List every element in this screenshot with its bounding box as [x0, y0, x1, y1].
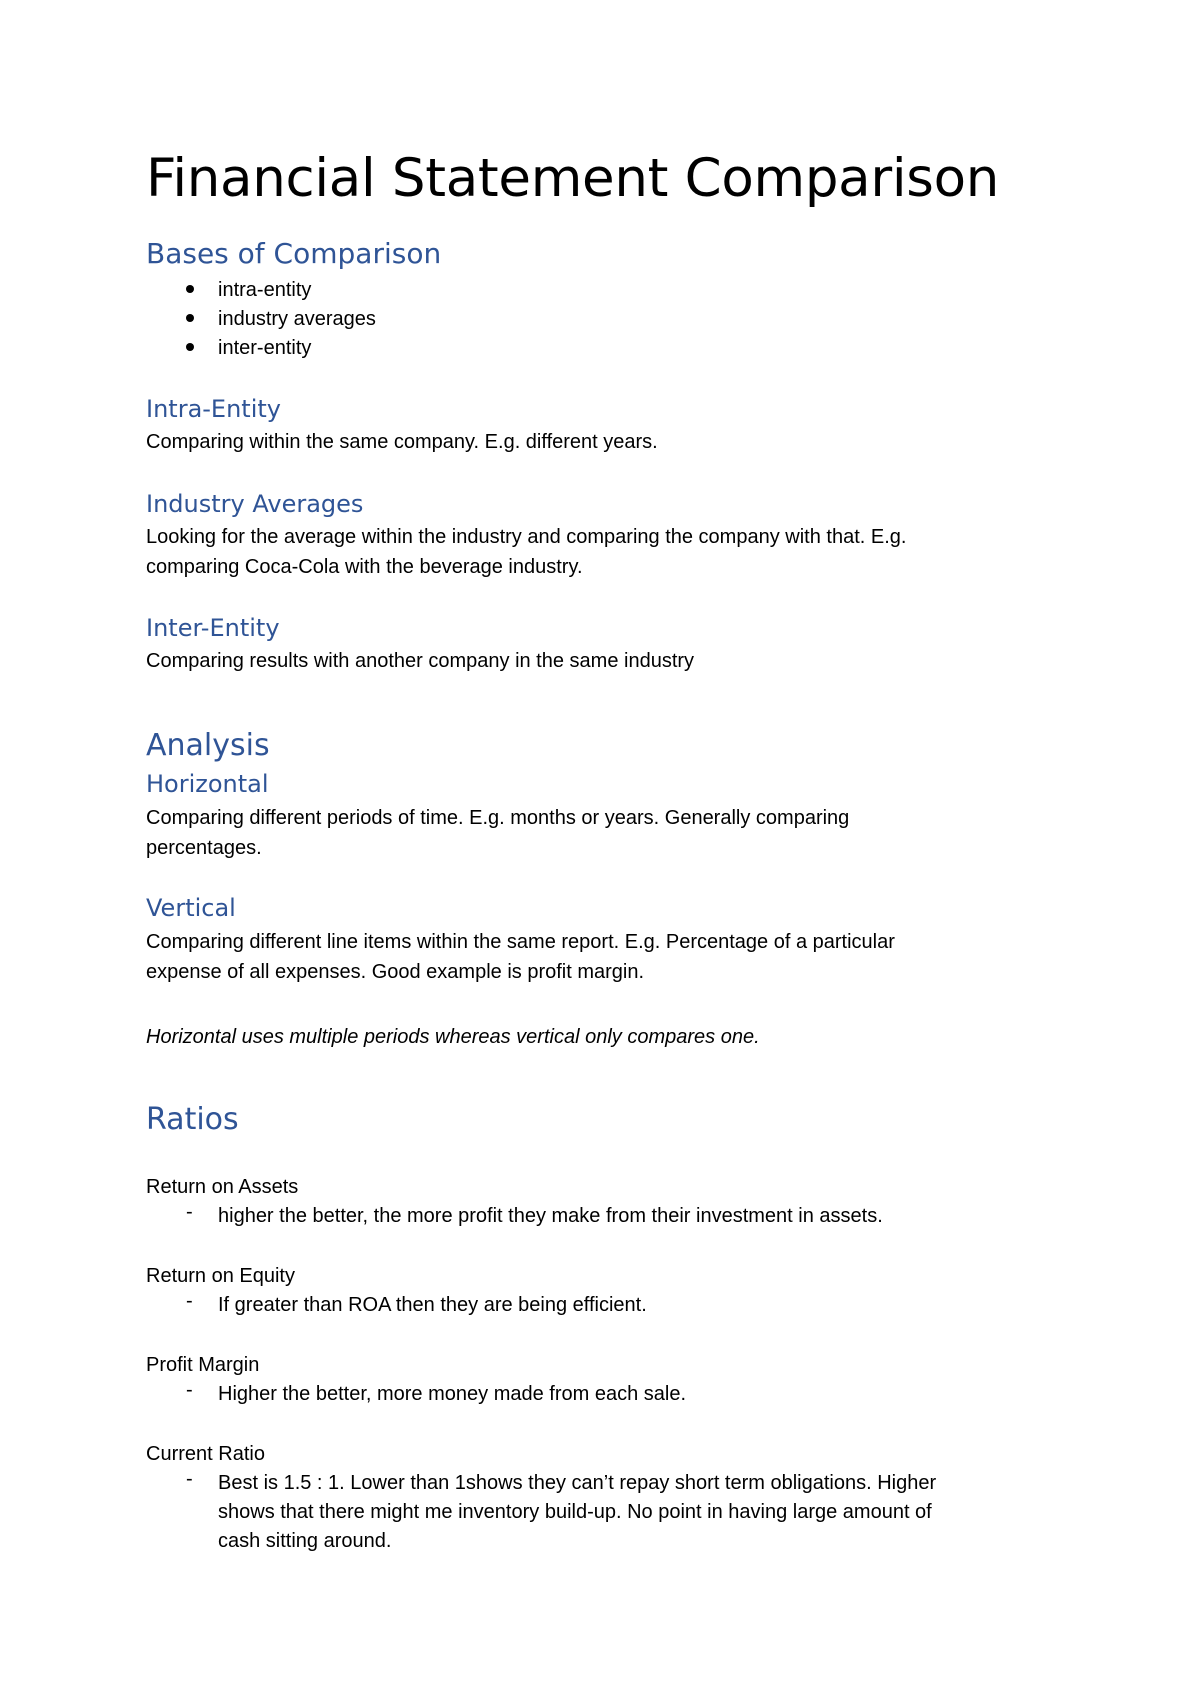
ratio-name: Return on Equity — [146, 1265, 295, 1287]
ratio-detail-line1: Best is 1.5 : 1. Lower than 1shows they can’t repay short term obligations. Higher — [218, 1472, 937, 1494]
ratios-heading: Ratios — [146, 1102, 239, 1137]
ratio-detail-line3: cash sitting around. — [218, 1530, 392, 1552]
intra-heading: Intra-Entity — [146, 395, 281, 423]
intra-text: Comparing within the same company. E.g. different years. — [146, 431, 658, 453]
ratio-detail: higher the better, the more profit they make from their investment in assets. — [218, 1205, 883, 1227]
industry-text-line1: Looking for the average within the industry and comparing the company with that. E.g. — [146, 526, 907, 548]
industry-text-line2: comparing Coca-Cola with the beverage industry. — [146, 556, 583, 578]
dash-marker: - — [186, 1379, 193, 1401]
analysis-note: Horizontal uses multiple periods whereas vertical only compares one. — [146, 1026, 760, 1048]
list-item: industry averages — [218, 308, 376, 330]
bullet-icon — [186, 285, 194, 293]
document-title: Financial Statement Comparison — [146, 148, 1000, 209]
analysis-heading: Analysis — [146, 728, 270, 763]
ratio-name: Profit Margin — [146, 1354, 260, 1376]
inter-heading: Inter-Entity — [146, 614, 280, 642]
vertical-text-line2: expense of all expenses. Good example is profit margin. — [146, 961, 645, 983]
ratio-detail: Higher the better, more money made from each sale. — [218, 1383, 687, 1405]
vertical-text-line1: Comparing different line items within the same report. E.g. Percentage of a particular — [146, 931, 895, 953]
ratio-detail-line2: shows that there might me inventory build-up. No point in having large amount of — [218, 1501, 932, 1523]
dash-marker: - — [186, 1468, 193, 1490]
horizontal-heading: Horizontal — [146, 770, 269, 798]
horizontal-text-line2: percentages. — [146, 837, 262, 859]
dash-marker: - — [186, 1290, 193, 1312]
bases-heading: Bases of Comparison — [146, 237, 442, 270]
dash-marker: - — [186, 1201, 193, 1223]
inter-text: Comparing results with another company in the same industry — [146, 650, 695, 672]
ratio-name: Return on Assets — [146, 1176, 299, 1198]
ratio-name: Current Ratio — [146, 1443, 265, 1465]
horizontal-text-line1: Comparing different periods of time. E.g. months or years. Generally comparing — [146, 807, 850, 829]
bullet-icon — [186, 343, 194, 351]
vertical-heading: Vertical — [146, 894, 236, 922]
bullet-icon — [186, 314, 194, 322]
industry-heading: Industry Averages — [146, 490, 364, 518]
ratio-detail: If greater than ROA then they are being efficient. — [218, 1294, 647, 1316]
list-item: inter-entity — [218, 337, 312, 359]
list-item: intra-entity — [218, 279, 312, 301]
